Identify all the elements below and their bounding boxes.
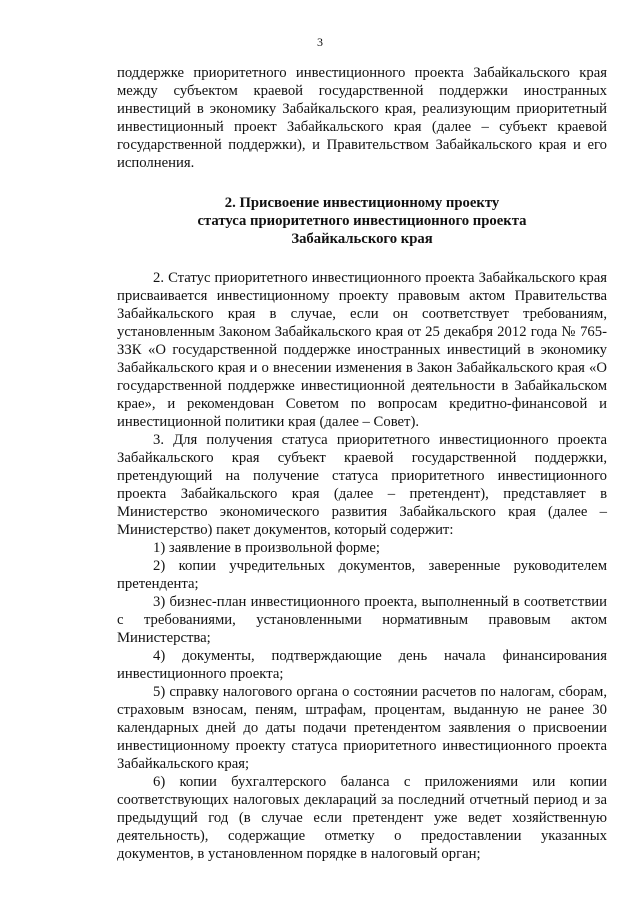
document-body [117,64,607,863]
section-heading [117,194,607,248]
list-item-1: 1) заявление в произвольной форме; [153,540,380,556]
list-item-6: 6) копии бухгалтерского баланса с приложениями или копии соответствующих налоговых деклараций за последний отчетный период и за предыдущий год (в случае если претендент уже ведет хозяйственную деятельность), содержащие отметку о предоставлении указанных документов, в установленном порядке в налоговый орган; [117,774,607,862]
paragraph-clause-2: 2. Статус приоритетного инвестиционного проекта Забайкальского края присваивается инвестиционному проекту правовым актом Правительства Забайкальского края в случае, если он соответствует требованиям, установленным Законом Забайкальского края от 25 декабря 2012 года № 765-ЗЗК «О государственной поддержке иностранных инвестиций в экономику Забайкальского края и о внесении изменения в Закон Забайкальского края «О государственной поддержке инвестиционной деятельности в Забайкальском крае», и рекомендован Советом по вопросам кредитно-финансовой и инвестиционной политики края (далее – Совет). [117,270,607,430]
page-number: 3 [317,35,323,49]
list-item-3: 3) бизнес-план инвестиционного проекта, выполненный в соответствии с требованиями, установленными нормативным правовым актом Министерства; [117,594,607,646]
section-heading-line-1: 2. Присвоение инвестиционному проекту [224,195,500,211]
section-heading-line-2: статуса приоритетного инвестиционного проекта [197,213,527,229]
intro-paragraph: поддержке приоритетного инвестиционного проекта Забайкальского края между субъектом краевой государственной поддержки иностранных инвестиций в экономику Забайкальского края, реализующим приоритетный инвестиционный проект Забайкальского края (далее – субъект краевой государственной поддержки), и Правительством Забайкальского края и его исполнения. [117,65,607,171]
list-item-5: 5) справку налогового органа о состоянии расчетов по налогам, сборам, страховым взносам, пеням, штрафам, процентам, выданную не ранее 30 календарных дней до даты подачи претендентом заявления о присвоении инвестиционному проекту статуса приоритетного инвестиционного проекта Забайкальского края; [117,684,607,772]
paragraph-clause-3: 3. Для получения статуса приоритетного инвестиционного проекта Забайкальского края субъект краевой государственной поддержки, претендующий на получение статуса приоритетного инвестиционного проекта Забайкальского края (далее – претендент), представляет в Министерство экономического развития Забайкальского края (далее – Министерство) пакет документов, который содержит: [117,432,607,538]
section-heading-line-3: Забайкальского края [291,231,433,247]
list-item-4: 4) документы, подтверждающие день начала финансирования инвестиционного проекта; [117,648,607,682]
list-item-2: 2) копии учредительных документов, заверенные руководителем претендента; [117,558,607,592]
